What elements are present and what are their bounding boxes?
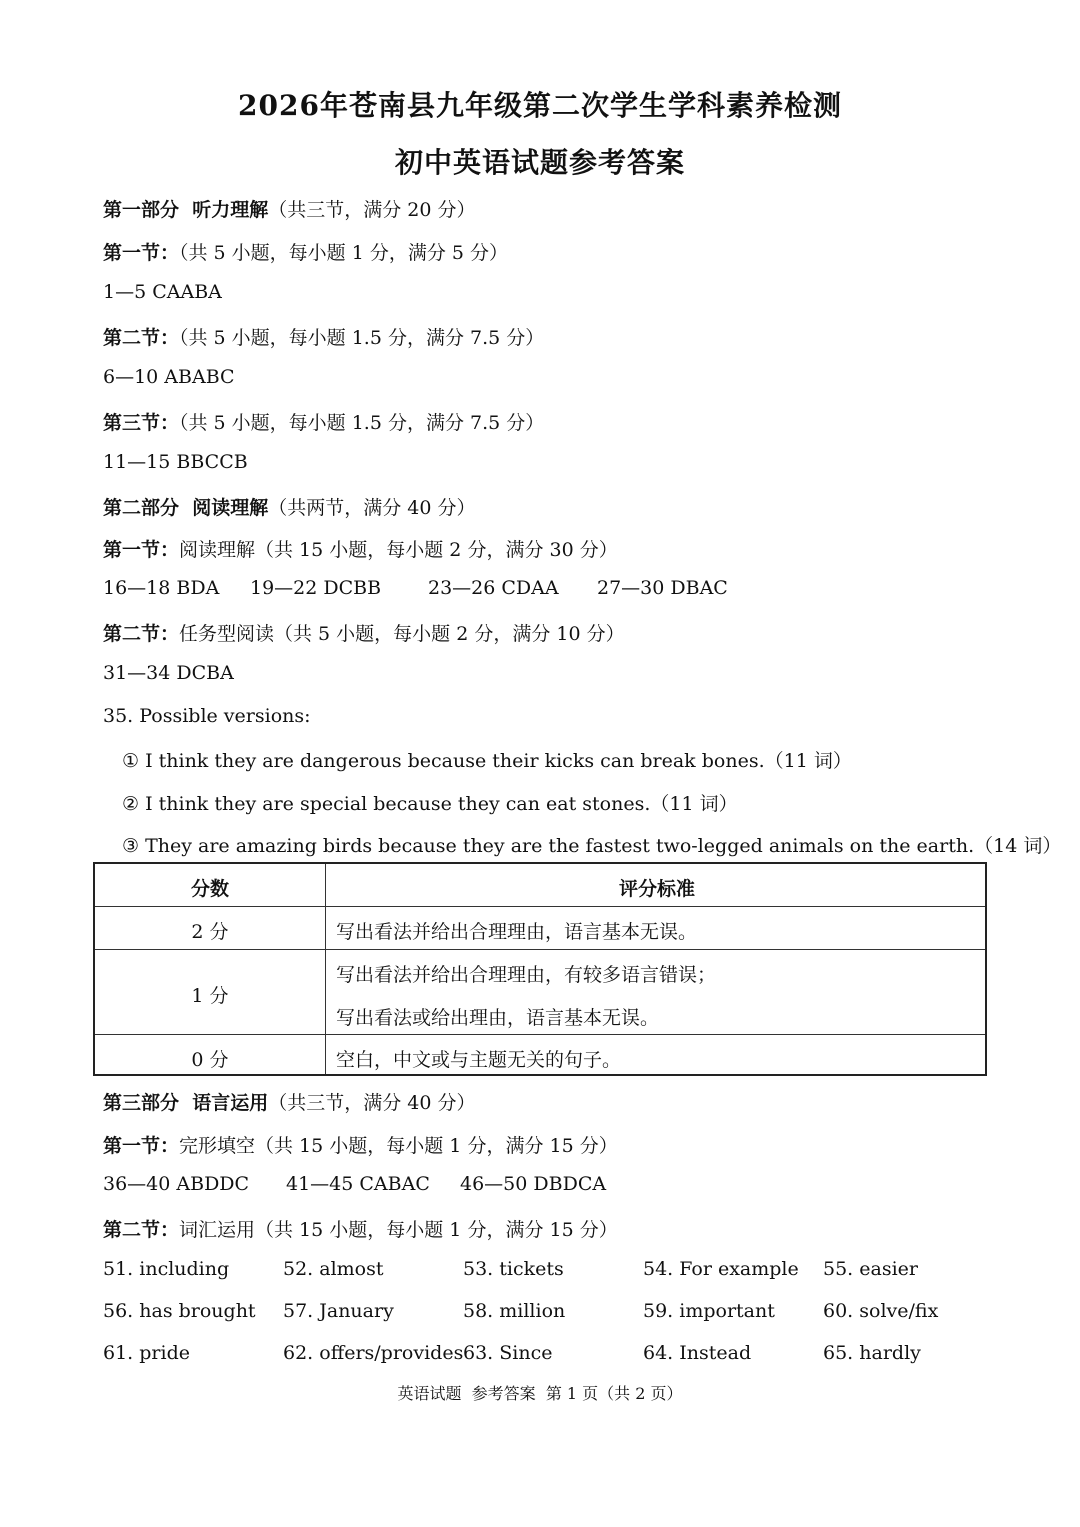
part2-sec1-answer-group: 23—26 CDAA: [428, 577, 559, 599]
part2-heading-line: [103, 493, 476, 520]
part1-sec1-line: [103, 238, 508, 265]
part2-heading: 第二部分 阅读理解: [103, 497, 269, 519]
part3-sec1-answer-group: 36—40 ABDDC: [103, 1173, 250, 1195]
vocab-answer: 65. hardly: [823, 1342, 921, 1364]
part3-sec2-label: 第二节：: [103, 1219, 180, 1241]
part2-sec1-label: 第一节：: [103, 539, 180, 561]
q35-version: ① I think they are dangerous because their kicks can break bones.（11 词）: [122, 750, 852, 772]
table-header-criteria: 评分标准: [618, 878, 695, 900]
page-footer: 英语试题 参考答案 第 1 页（共 2 页）: [397, 1384, 683, 1403]
part2-sec2-line: [103, 619, 625, 646]
part1-sec2-line: [103, 323, 544, 350]
part3-sec1-line: [103, 1131, 618, 1158]
vocab-answer: 64. Instead: [643, 1342, 752, 1364]
part2-sec1-answer-group: 27—30 DBAC: [597, 577, 728, 599]
part3-sec1-note: 完形填空（共 15 小题，每小题 1 分，满分 15 分）: [179, 1135, 618, 1157]
q35-version: ③ They are amazing birds because they are the fastest two-legged animals on the earth.（14 词）: [122, 835, 1062, 857]
table-cell-criteria: 写出看法并给出合理理由，语言基本无误。: [336, 921, 698, 943]
table-cell-criteria: 写出看法并给出合理理由，有较多语言错误；: [336, 964, 717, 986]
vocab-answer: 52. almost: [283, 1258, 384, 1280]
document-title: 2026年苍南县九年级第二次学生学科素养检测: [238, 89, 842, 122]
document-subtitle: 初中英语试题参考答案: [394, 146, 685, 179]
part3-heading: 第三部分 语言运用: [103, 1092, 269, 1114]
vocab-answer: 56. has brought: [103, 1300, 256, 1322]
part2-sec1-line: [103, 535, 618, 562]
vocab-answer: 61. pride: [103, 1342, 190, 1364]
part1-sec2-answers: 6—10 ABABC: [103, 366, 235, 388]
vocab-answer: 62. offers/provides: [283, 1342, 464, 1364]
part1-sec1-label: 第一节：: [103, 242, 180, 264]
part1-sec1-answers: 1—5 CAABA: [103, 281, 222, 303]
part3-sec2-line: [103, 1215, 618, 1242]
q35-label: 35. Possible versions:: [103, 705, 311, 727]
table-divider: [95, 1034, 985, 1035]
table-divider: [95, 949, 985, 950]
part1-heading-line: [103, 195, 476, 222]
table-cell-score: 1 分: [191, 985, 229, 1007]
table-cell-score: 2 分: [191, 921, 229, 943]
vocab-answer: 51. including: [103, 1258, 230, 1280]
part1-sec3-answers: 11—15 BBCCB: [103, 451, 248, 473]
part2-note: （共两节，满分 40 分）: [268, 497, 476, 519]
part3-sec1-label: 第一节：: [103, 1135, 180, 1157]
part3-sec1-answer-group: 46—50 DBDCA: [460, 1173, 607, 1195]
part1-heading: 第一部分 听力理解: [103, 199, 269, 221]
vocab-answer: 63. Since: [463, 1342, 553, 1364]
part1-sec1-note: （共 5 小题，每小题 1 分，满分 5 分）: [179, 242, 509, 264]
part1-note: （共三节，满分 20 分）: [268, 199, 476, 221]
vocab-answer: 60. solve/fix: [823, 1300, 939, 1322]
part2-sec1-note: 阅读理解（共 15 小题，每小题 2 分，满分 30 分）: [179, 539, 618, 561]
part2-sec1-answer-group: 16—18 BDA: [103, 577, 220, 599]
table-cell-score: 0 分: [191, 1049, 229, 1071]
part1-sec3-label: 第三节：: [103, 412, 180, 434]
table-divider: [95, 906, 985, 907]
table-cell-criteria: 空白，中文或与主题无关的句子。: [336, 1049, 622, 1071]
table-divider: [325, 864, 326, 1074]
part3-sec2-note: 词汇运用（共 15 小题，每小题 1 分，满分 15 分）: [179, 1219, 618, 1241]
part2-sec2-note: 任务型阅读（共 5 小题，每小题 2 分，满分 10 分）: [179, 623, 625, 645]
q35-version: ② I think they are special because they can eat stones.（11 词）: [122, 793, 738, 815]
vocab-answer: 59. important: [643, 1300, 775, 1322]
part3-note: （共三节，满分 40 分）: [268, 1092, 476, 1114]
part1-sec3-line: [103, 408, 544, 435]
table-cell-criteria: 写出看法或给出理由，语言基本无误。: [336, 1007, 660, 1029]
part2-sec2-answers: 31—34 DCBA: [103, 662, 234, 684]
part1-sec2-label: 第二节：: [103, 327, 180, 349]
part3-heading-line: [103, 1088, 476, 1115]
part2-sec1-answer-group: 19—22 DCBB: [250, 577, 382, 599]
table-header-score: 分数: [190, 878, 229, 900]
part1-sec2-note: （共 5 小题，每小题 1.5 分，满分 7.5 分）: [179, 327, 545, 349]
vocab-answer: 53. tickets: [463, 1258, 564, 1280]
part1-sec3-note: （共 5 小题，每小题 1.5 分，满分 7.5 分）: [179, 412, 545, 434]
vocab-answer: 55. easier: [823, 1258, 918, 1280]
rubric-table: [93, 862, 987, 1076]
vocab-answer: 54. For example: [643, 1258, 799, 1280]
part2-sec2-label: 第二节：: [103, 623, 180, 645]
vocab-answer: 58. million: [463, 1300, 566, 1322]
part3-sec1-answer-group: 41—45 CABAC: [286, 1173, 430, 1195]
vocab-answer: 57. January: [283, 1300, 394, 1322]
